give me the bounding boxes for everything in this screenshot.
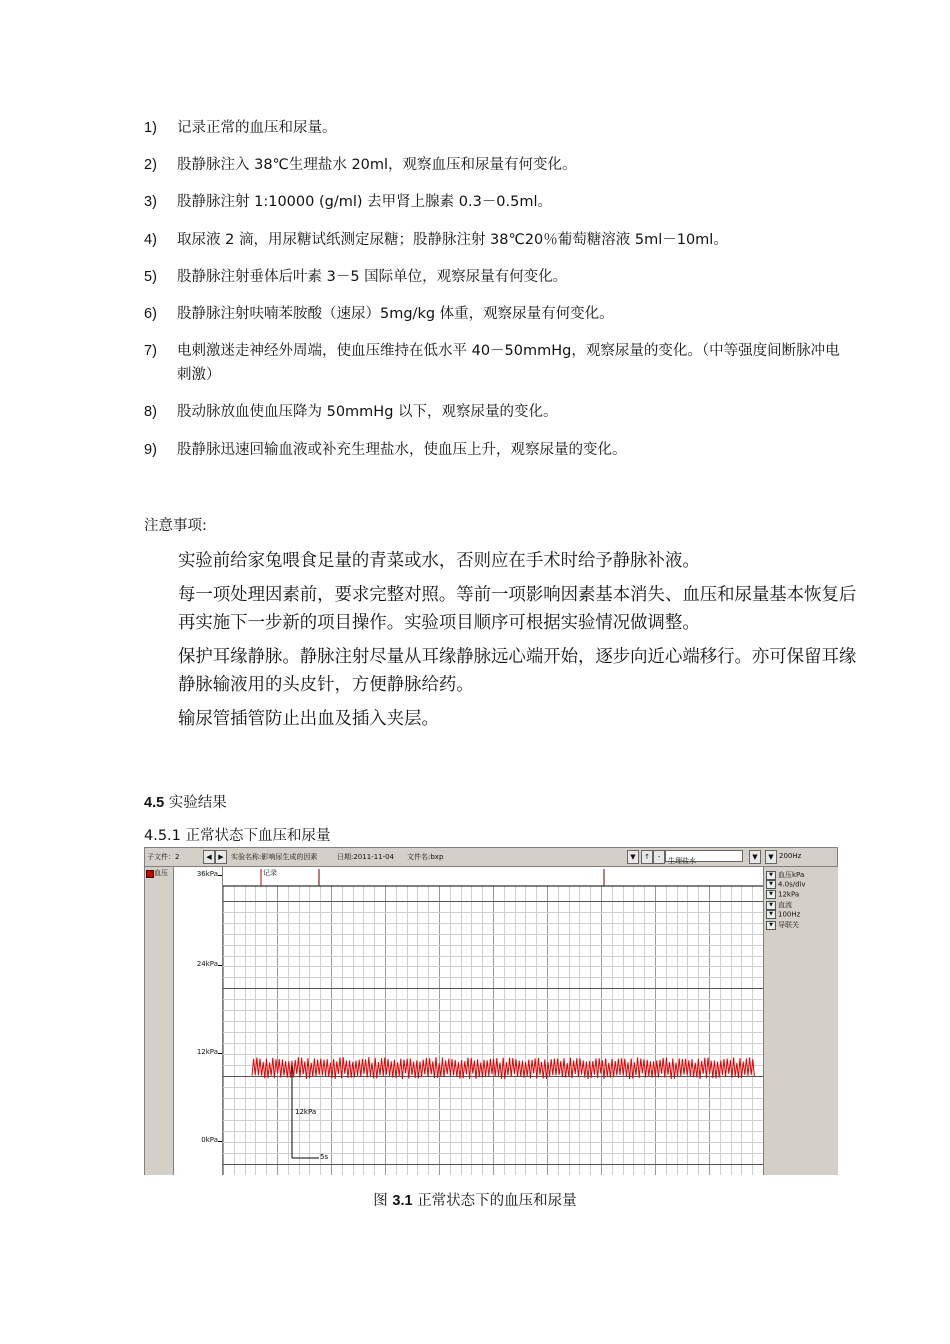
step-4: 4) 取尿液 2 滴，用尿糖试纸测定尿糖；股静脉注射 38℃20％葡萄糖溶液 5ml－10ml。 <box>144 231 728 248</box>
step-9: 9) 股静脉迅速回输血液或补充生理盐水，使血压上升，观察尿量的变化。 <box>144 441 627 458</box>
procedure-steps <box>144 116 844 475</box>
settings-value: 直流 <box>778 901 792 909</box>
step-3: 3) 股静脉注射 1:10000 (g/ml) 去甲肾上腺素 0.3－0.5ml。 <box>144 194 553 211</box>
dropdown-arrow-icon[interactable]: ▼ <box>627 850 639 864</box>
y-tick <box>218 875 222 876</box>
y-axis <box>174 867 223 1175</box>
step-5: 5) 股静脉注射垂体后叶素 3－5 国际单位，观察尿量有何变化。 <box>144 268 568 285</box>
y-tick-label: 24kPa <box>196 960 218 968</box>
dropdown-arrow-icon[interactable]: ▼ <box>766 890 776 899</box>
settings-value: 4.0s/div <box>778 880 806 889</box>
recording-toolbar <box>145 848 837 867</box>
y-tick-label: 12kPa <box>196 1048 218 1056</box>
note-item: 实验前给家兔喂食足量的青菜或水，否则应在手术时给予静脉补液。 <box>178 551 700 571</box>
dropdown-arrow-icon[interactable]: ▼ <box>766 910 776 919</box>
subfile-label: 子文件：2 <box>147 853 180 861</box>
recording-plot <box>223 867 763 1175</box>
mark-select-value: 生理盐水 <box>668 857 696 865</box>
settings-row[interactable] <box>766 920 799 930</box>
experiment-name: 实验名称:影响尿生成的因素 <box>231 853 318 861</box>
sample-rate: 200Hz <box>779 852 802 860</box>
mark-select[interactable] <box>665 850 743 865</box>
section-heading <box>144 791 227 812</box>
y-tick <box>218 965 222 966</box>
caption-prefix: 图 <box>373 1193 388 1209</box>
settings-value: 血压kPa <box>778 871 805 879</box>
settings-row[interactable] <box>766 890 799 899</box>
prev-arrow-icon[interactable]: ◀ <box>203 850 215 864</box>
notes-list <box>178 547 858 739</box>
step-6: 6) 股静脉注射呋喃苯胺酸（速尿）5mg/kg 体重，观察尿量有何变化。 <box>144 305 614 322</box>
note-item: 保护耳缘静脉。静脉注射尽量从耳缘静脉远心端开始，逐步向近心端移行。亦可保留耳缘静脉输液用的头皮针，方便静脉给药。 <box>178 647 857 695</box>
caption-number: 3.1 <box>392 1193 413 1209</box>
y-tick <box>218 1141 222 1142</box>
rate-step-icon[interactable]: ▼ <box>765 850 777 864</box>
subsection-heading: 4.5.1 正常状态下血压和尿量 <box>144 828 331 844</box>
dropdown-arrow-icon[interactable]: ▼ <box>766 871 776 880</box>
channel-color-icon[interactable] <box>146 870 154 878</box>
settings-panel <box>763 867 838 1175</box>
dropdown-arrow-icon[interactable]: ▼ <box>766 901 776 910</box>
marker-label: 记录 <box>263 869 277 877</box>
scale-bar-y-label: 12kPa <box>295 1108 317 1116</box>
caption-text: 正常状态下的血压和尿量 <box>417 1193 577 1209</box>
step-2: 2) 股静脉注入 38℃生理盐水 20ml，观察血压和尿量有何变化。 <box>144 157 577 174</box>
dropdown-arrow-icon[interactable]: ▼ <box>766 921 776 930</box>
dropdown-arrow-icon[interactable]: ▼ <box>766 880 776 889</box>
step-8: 8) 股动脉放血使血压降为 50mmHg 以下，观察尿量的变化。 <box>144 404 558 421</box>
settings-row[interactable] <box>766 910 800 919</box>
settings-row[interactable] <box>766 900 792 910</box>
step-7: 7) 电刺激迷走神经外周端，使血压维持在低水平 40－50mmHg，观察尿量的变化。（中等强度间断脉冲电刺激） <box>144 343 840 384</box>
settings-row[interactable] <box>766 870 804 880</box>
rate-dropdown-icon[interactable]: ▼ <box>749 850 761 864</box>
section-number: 4.5 <box>144 795 165 811</box>
settings-value: 导联关 <box>778 921 799 929</box>
next-arrow-icon[interactable]: ▶ <box>215 850 227 864</box>
mark-up-icon[interactable]: ↑ <box>641 850 653 864</box>
settings-value: 100Hz <box>778 910 801 919</box>
settings-value: 12kPa <box>778 890 800 899</box>
step-1: 1) 记录正常的血压和尿量。 <box>144 120 337 136</box>
y-tick-label: 36kPa <box>196 870 218 878</box>
scale-bar-x-label: 5s <box>320 1153 329 1161</box>
record-date: 日期:2011-11-04 <box>337 853 395 861</box>
notes-title: 注意事项: <box>144 518 207 534</box>
section-title: 实验结果 <box>168 795 227 811</box>
note-item: 输尿管插管防止出血及插入夹层。 <box>178 709 439 729</box>
figure-caption <box>0 1189 950 1210</box>
settings-row[interactable] <box>766 880 806 889</box>
y-tick <box>218 1053 222 1054</box>
channel-panel <box>145 867 174 1175</box>
file-name: 文件名:bxp <box>407 853 444 861</box>
mark-minus-icon[interactable]: - <box>653 850 665 864</box>
note-item: 每一项处理因素前，要求完整对照。等前一项影响因素基本消失、血压和尿量基本恢复后再实施下一步新的项目操作。实验项目顺序可根据实验情况做调整。 <box>178 585 857 633</box>
channel-label: 血压 <box>154 869 168 877</box>
y-tick-label: 0kPa <box>201 1136 218 1144</box>
recording-screenshot <box>144 847 838 1175</box>
